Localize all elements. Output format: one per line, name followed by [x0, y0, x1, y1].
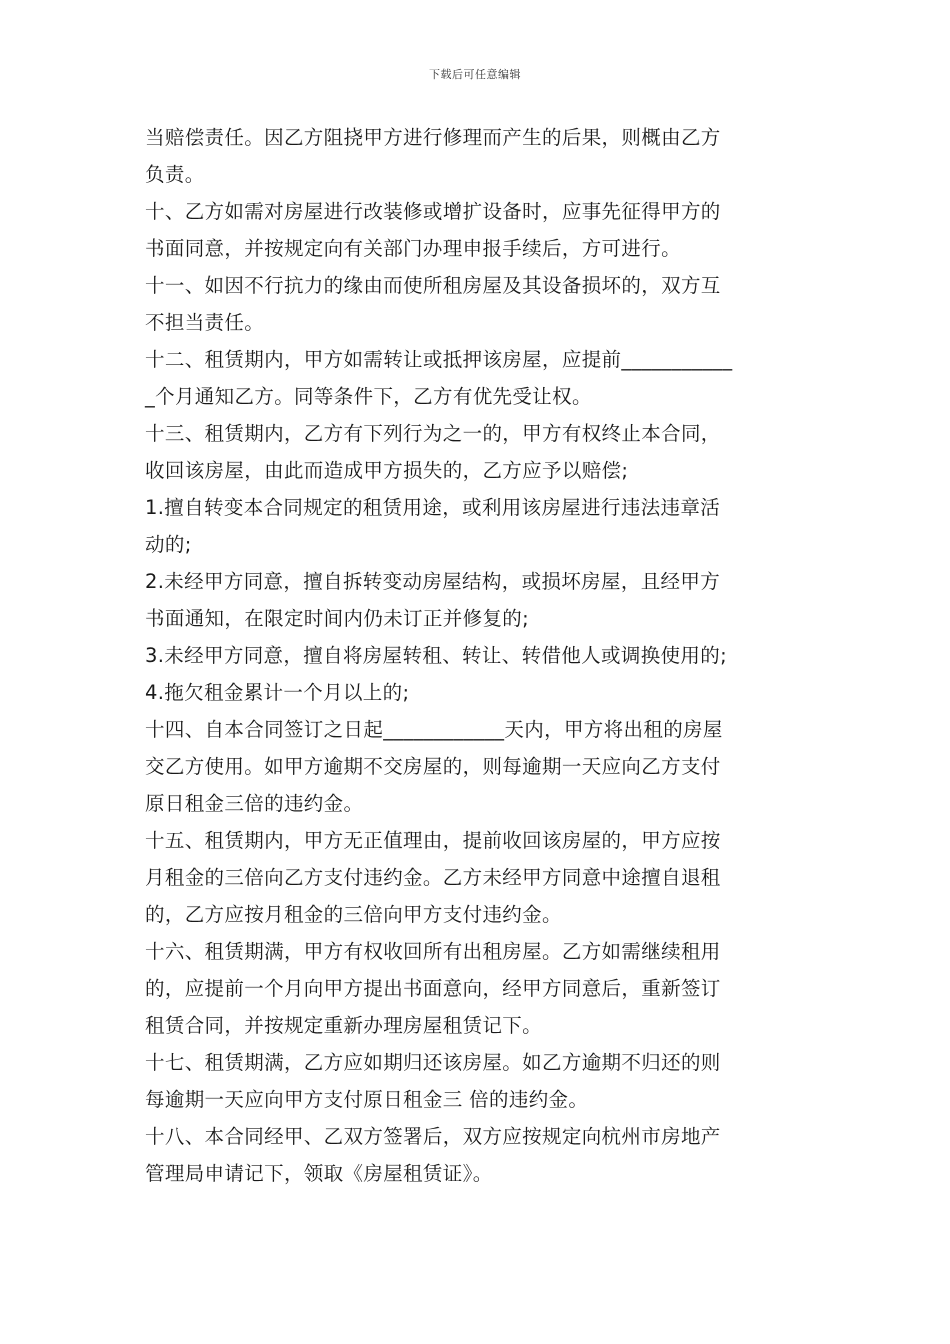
text-line: 十六、租赁期满，甲方有权收回所有出租房屋。乙方如需继续租用: [145, 940, 721, 963]
text-line: 十八、本合同经甲、乙双方签署后，双方应按规定向杭州市房地产: [145, 1125, 721, 1148]
text-line: 4.拖欠租金累计一个月以上的;: [145, 681, 410, 704]
text-line: 书面通知，在限定时间内仍未订正并修复的;: [145, 607, 530, 630]
text-line: 收回该房屋，由此而造成甲方损失的，乙方应予以赔偿;: [145, 459, 629, 482]
text-line: 负责。: [145, 163, 205, 186]
text-line: 租赁合同，并按规定重新办理房屋租赁记下。: [145, 1014, 543, 1037]
text-line: 当赔偿责任。因乙方阻挠甲方进行修理而产生的后果，则概由乙方: [145, 126, 721, 149]
text-line: 月租金的三倍向乙方支付违约金。乙方未经甲方同意中途擅自退租: [145, 866, 721, 889]
text-line: 不担当责任。: [145, 311, 265, 334]
text-line: 十三、租赁期内，乙方有下列行为之一的，甲方有权终止本合同，: [145, 422, 721, 445]
text-line: 动的;: [145, 533, 192, 556]
text-line: 交乙方使用。如甲方逾期不交房屋的，则每逾期一天应向乙方支付: [145, 755, 721, 778]
text-line: _个月通知乙方。同等条件下，乙方有优先受让权。: [145, 385, 592, 408]
text-line: 书面同意，并按规定向有关部门办理申报手续后，方可进行。: [145, 237, 681, 260]
document-body: [145, 119, 807, 1192]
text-line: 2.未经甲方同意，擅自拆转变动房屋结构，或损坏房屋，且经甲方: [145, 570, 721, 593]
page-header: 下载后可任意编辑: [429, 68, 521, 81]
text-line: 的，应提前一个月向甲方提出书面意向，经甲方同意后，重新签订: [145, 977, 721, 1000]
text-line: 管理局申请记下，领取《房屋租赁证》。: [145, 1162, 493, 1185]
text-line: 十七、租赁期满，乙方应如期归还该房屋。如乙方逾期不归还的则: [145, 1051, 721, 1074]
text-line: 十一、如因不行抗力的缘由而使所租房屋及其设备损坏的，双方互: [145, 274, 721, 297]
text-line: 十四、自本合同签订之日起____________天内，甲方将出租的房屋: [145, 718, 723, 741]
text-line: 1.擅自转变本合同规定的租赁用途，或利用该房屋进行违法违章活: [145, 496, 721, 519]
text-line: 3.未经甲方同意，擅自将房屋转租、转让、转借他人或调换使用的;: [145, 644, 728, 667]
text-line: 十二、租赁期内，甲方如需转让或抵押该房屋，应提前___________: [145, 348, 733, 371]
text-line: 的，乙方应按月租金的三倍向甲方支付违约金。: [145, 903, 562, 926]
text-line: 十五、租赁期内，甲方无正值理由，提前收回该房屋的，甲方应按: [145, 829, 721, 852]
text-line: 十、乙方如需对房屋进行改装修或增扩设备时，应事先征得甲方的: [145, 200, 721, 223]
text-line: 每逾期一天应向甲方支付原日租金三 倍的违约金。: [145, 1088, 589, 1111]
text-line: 原日租金三倍的违约金。: [145, 792, 364, 815]
